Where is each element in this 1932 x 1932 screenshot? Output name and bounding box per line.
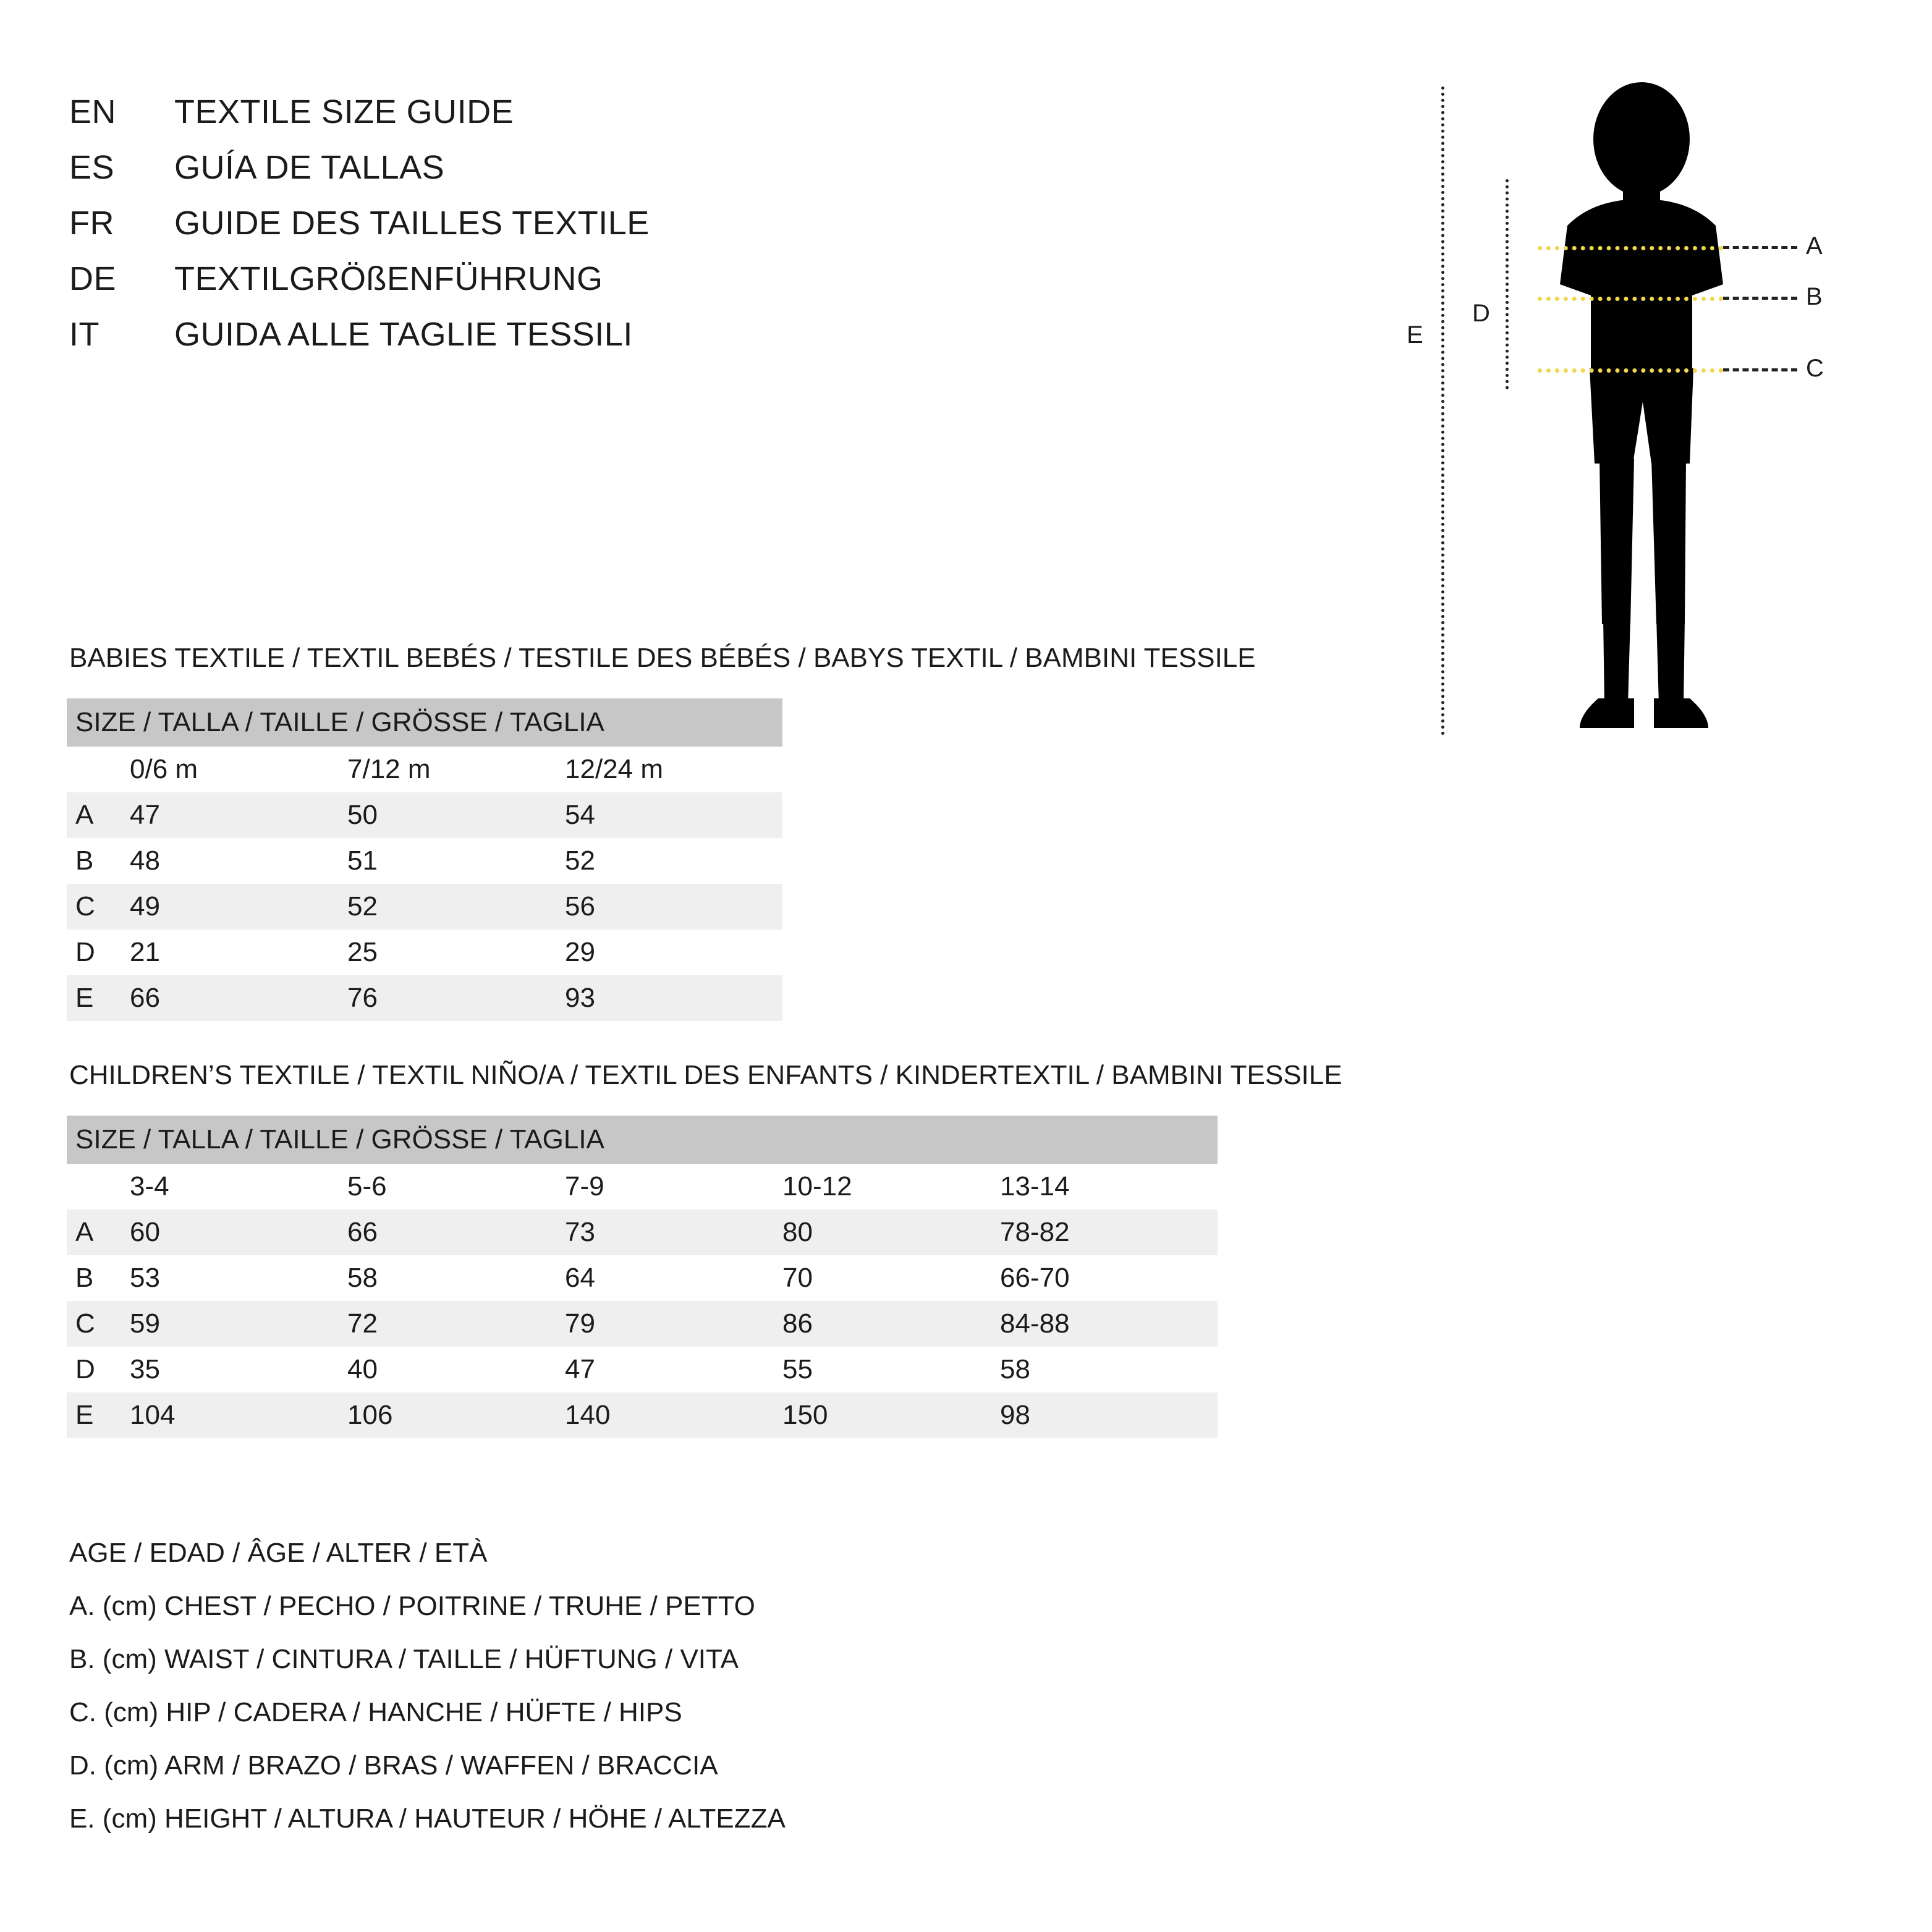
language-text-de: TEXTILGRÖßENFÜHRUNG <box>174 260 603 297</box>
table-row <box>67 975 782 1021</box>
babies-c-2: 56 <box>565 884 782 930</box>
table-row <box>67 1210 1218 1255</box>
language-code-es: ES <box>69 149 115 186</box>
children-d-2: 47 <box>565 1347 782 1392</box>
children-d-0: 35 <box>130 1347 347 1392</box>
language-code-it: IT <box>69 316 100 353</box>
legend-line-d: D. (cm) ARM / BRAZO / BRAS / WAFFEN / BRACCIA <box>69 1750 718 1781</box>
children-c-0: 59 <box>130 1301 347 1347</box>
hip-pointer-line <box>1723 368 1797 371</box>
babies-row-label-e: E <box>67 975 130 1021</box>
legend-line-age: AGE / EDAD / ÂGE / ALTER / ETÀ <box>69 1538 488 1568</box>
babies-row-label-a: A <box>67 792 130 838</box>
arm-guide-line-d <box>1506 179 1509 389</box>
legend-line-e: E. (cm) HEIGHT / ALTURA / HAUTEUR / HÖHE / ALTEZZA <box>69 1803 786 1834</box>
children-row-label-e: E <box>67 1392 130 1438</box>
language-text-en: TEXTILE SIZE GUIDE <box>174 93 514 130</box>
children-d-1: 40 <box>347 1347 565 1392</box>
child-silhouette-icon <box>1530 80 1753 748</box>
children-e-2: 140 <box>565 1392 782 1438</box>
babies-e-1: 76 <box>347 975 565 1021</box>
children-d-3: 55 <box>782 1347 1000 1392</box>
table-row <box>67 792 782 838</box>
children-d-4: 58 <box>1000 1347 1218 1392</box>
children-b-2: 64 <box>565 1255 782 1301</box>
children-column-header-row <box>67 1164 1218 1210</box>
legend-line-b: B. (cm) WAIST / CINTURA / TAILLE / HÜFTUNG / VITA <box>69 1644 739 1674</box>
chest-measure-line <box>1538 246 1723 250</box>
table-row <box>67 1301 1218 1347</box>
babies-c-1: 52 <box>347 884 565 930</box>
label-b: B <box>1806 283 1823 310</box>
babies-column-2: 12/24 m <box>565 747 782 792</box>
babies-a-2: 54 <box>565 792 782 838</box>
children-column-1: 5-6 <box>347 1164 565 1210</box>
babies-row-label-c: C <box>67 884 130 930</box>
children-c-4: 84-88 <box>1000 1301 1218 1347</box>
babies-row-label-b: B <box>67 838 130 884</box>
table-row <box>67 838 782 884</box>
babies-b-2: 52 <box>565 838 782 884</box>
children-a-2: 73 <box>565 1210 782 1255</box>
children-section-title: CHILDREN’S TEXTILE / TEXTIL NIÑO/A / TEXTIL DES ENFANTS / KINDERTEXTIL / BAMBINI TESSILE <box>69 1060 1342 1090</box>
language-row-it <box>69 315 1244 371</box>
children-c-3: 86 <box>782 1301 1000 1347</box>
babies-d-0: 21 <box>130 930 347 975</box>
babies-a-1: 50 <box>347 792 565 838</box>
babies-table-band-row <box>67 698 782 747</box>
language-code-de: DE <box>69 260 117 297</box>
language-code-fr: FR <box>69 205 114 242</box>
children-row-label-c: C <box>67 1301 130 1347</box>
table-row <box>67 1347 1218 1392</box>
babies-b-1: 51 <box>347 838 565 884</box>
children-a-1: 66 <box>347 1210 565 1255</box>
children-e-3: 150 <box>782 1392 1000 1438</box>
babies-section-title: BABIES TEXTILE / TEXTIL BEBÉS / TESTILE DES BÉBÉS / BABYS TEXTIL / BAMBINI TESSILE <box>69 643 1256 673</box>
children-size-table <box>67 1116 1218 1438</box>
children-column-0: 3-4 <box>130 1164 347 1210</box>
babies-corner-cell <box>67 747 130 792</box>
babies-b-0: 48 <box>130 838 347 884</box>
height-guide-line-e <box>1441 87 1444 735</box>
children-a-3: 80 <box>782 1210 1000 1255</box>
children-e-4: 98 <box>1000 1392 1218 1438</box>
chest-pointer-line <box>1723 246 1797 249</box>
legend-line-c: C. (cm) HIP / CADERA / HANCHE / HÜFTE / HIPS <box>69 1697 682 1727</box>
children-b-1: 58 <box>347 1255 565 1301</box>
table-row <box>67 1255 1218 1301</box>
waist-measure-line <box>1538 297 1723 301</box>
babies-e-0: 66 <box>130 975 347 1021</box>
babies-column-0: 0/6 m <box>130 747 347 792</box>
children-column-2: 7-9 <box>565 1164 782 1210</box>
babies-a-0: 47 <box>130 792 347 838</box>
table-row <box>67 884 782 930</box>
children-corner-cell <box>67 1164 130 1210</box>
babies-d-1: 25 <box>347 930 565 975</box>
language-text-it: GUIDA ALLE TAGLIE TESSILI <box>174 316 633 353</box>
children-row-label-b: B <box>67 1255 130 1301</box>
table-row <box>67 1392 1218 1438</box>
language-text-fr: GUIDE DES TAILLES TEXTILE <box>174 205 650 242</box>
children-b-3: 70 <box>782 1255 1000 1301</box>
language-header-list <box>69 93 1244 371</box>
babies-column-header-row <box>67 747 782 792</box>
children-e-1: 106 <box>347 1392 565 1438</box>
children-column-3: 10-12 <box>782 1164 1000 1210</box>
children-row-label-d: D <box>67 1347 130 1392</box>
babies-d-2: 29 <box>565 930 782 975</box>
children-row-label-a: A <box>67 1210 130 1255</box>
waist-pointer-line <box>1723 297 1797 300</box>
language-text-es: GUÍA DE TALLAS <box>174 149 445 186</box>
children-e-0: 104 <box>130 1392 347 1438</box>
babies-size-table <box>67 698 782 1021</box>
babies-c-0: 49 <box>130 884 347 930</box>
babies-table-band-label: SIZE / TALLA / TAILLE / GRÖSSE / TAGLIA <box>67 698 782 747</box>
children-c-2: 79 <box>565 1301 782 1347</box>
table-row <box>67 930 782 975</box>
children-column-4: 13-14 <box>1000 1164 1218 1210</box>
children-c-1: 72 <box>347 1301 565 1347</box>
language-row-de <box>69 260 1244 315</box>
label-c: C <box>1806 355 1824 382</box>
measurement-legend <box>69 1527 1429 1845</box>
measurement-figure <box>1407 80 1864 766</box>
babies-row-label-d: D <box>67 930 130 975</box>
legend-line-a: A. (cm) CHEST / PECHO / POITRINE / TRUHE / PETTO <box>69 1591 755 1621</box>
children-table-band-label: SIZE / TALLA / TAILLE / GRÖSSE / TAGLIA <box>67 1116 1218 1164</box>
children-a-4: 78-82 <box>1000 1210 1218 1255</box>
language-row-en <box>69 93 1244 148</box>
language-row-es <box>69 148 1244 204</box>
label-a: A <box>1806 232 1823 260</box>
children-b-4: 66-70 <box>1000 1255 1218 1301</box>
label-d: D <box>1472 300 1490 327</box>
children-b-0: 53 <box>130 1255 347 1301</box>
children-a-0: 60 <box>130 1210 347 1255</box>
label-e: E <box>1407 321 1423 349</box>
language-row-fr <box>69 204 1244 260</box>
children-table-band-row <box>67 1116 1218 1164</box>
babies-column-1: 7/12 m <box>347 747 565 792</box>
babies-e-2: 93 <box>565 975 782 1021</box>
language-code-en: EN <box>69 93 117 130</box>
hip-measure-line <box>1538 368 1723 373</box>
